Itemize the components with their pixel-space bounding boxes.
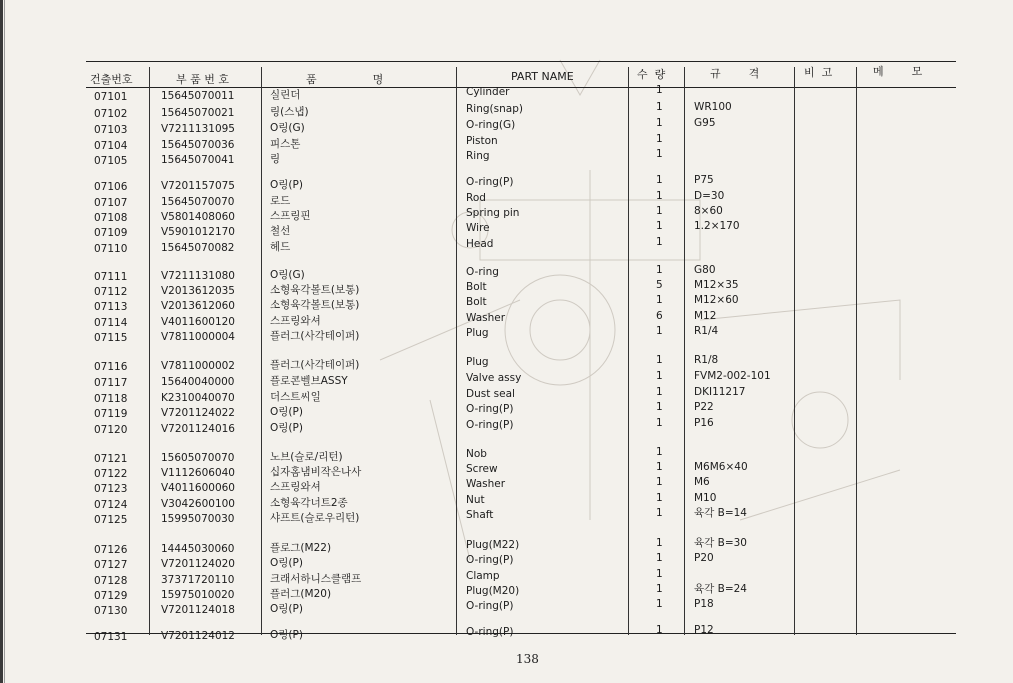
cell-part: V7811000004: [161, 331, 235, 343]
cell-kname: 더스트씨일: [270, 391, 321, 403]
cell-ename: Washer: [466, 312, 506, 324]
cell-part: V5801408060: [161, 211, 235, 223]
cell-ename: Ring(snap): [466, 103, 523, 115]
cell-ename: Rod: [466, 192, 486, 204]
table-row: [86, 133, 956, 154]
cell-ename: Plug(M20): [466, 585, 520, 597]
header-part-name: [511, 67, 574, 85]
cell-part: V7201124018: [161, 604, 235, 616]
cell-ename: Bolt: [466, 296, 487, 308]
cell-no: 07107: [94, 197, 128, 209]
cell-no: 07114: [94, 317, 128, 329]
cell-kname: O링(P): [270, 629, 303, 641]
table-top-rule: [86, 61, 956, 62]
cell-part: 37371720110: [161, 574, 235, 586]
table-row: [86, 568, 956, 589]
header-label: 비 고: [804, 66, 833, 79]
cell-kname: 철선: [270, 225, 291, 237]
cell-part: 15640040000: [161, 376, 235, 388]
cell-kname: 피스톤: [270, 138, 301, 150]
cell-no: 07126: [94, 544, 128, 556]
cell-no: 07123: [94, 483, 128, 495]
cell-no: 07116: [94, 361, 128, 373]
table-row: [86, 190, 956, 211]
cell-qty: 1: [656, 568, 663, 580]
cell-spec: G95: [694, 117, 716, 129]
cell-no: 07119: [94, 408, 128, 420]
cell-part: 15995070030: [161, 513, 235, 525]
cell-qty: 1: [656, 354, 663, 366]
cell-ename: O-ring(P): [466, 419, 514, 431]
header-label: PART NAME: [511, 69, 574, 83]
cell-no: 07118: [94, 393, 128, 405]
table-row: [86, 205, 956, 226]
cell-ename: Spring pin: [466, 207, 520, 219]
cell-part: V1112606040: [161, 467, 235, 479]
cell-kname: 플러그(M20): [270, 588, 332, 600]
cell-part: V7211131095: [161, 123, 235, 135]
cell-no: 07127: [94, 559, 128, 571]
cell-part: 15645070070: [161, 196, 235, 208]
cell-spec: P20: [694, 552, 714, 564]
cell-spec: P22: [694, 401, 714, 413]
cell-spec: P75: [694, 174, 714, 186]
cell-no: 07102: [94, 108, 128, 120]
cell-part: V7201157075: [161, 180, 235, 192]
cell-spec: M12: [694, 310, 717, 322]
cell-spec: M12×35: [694, 279, 739, 291]
cell-ename: Piston: [466, 135, 498, 147]
cell-qty: 1: [656, 492, 663, 504]
table-row: [86, 598, 956, 619]
cell-no: 07125: [94, 514, 128, 526]
table-row: [86, 370, 956, 391]
cell-kname: 샤프트(슬로우리턴): [270, 512, 360, 524]
cell-ename: O-ring: [466, 266, 499, 278]
cell-qty: 1: [656, 476, 663, 488]
cell-part: 15645070036: [161, 139, 235, 151]
cell-ename: Nut: [466, 494, 485, 506]
cell-spec: G80: [694, 264, 716, 276]
cell-spec: R1/4: [694, 325, 719, 337]
cell-no: 07103: [94, 124, 128, 136]
cell-kname: 헤드: [270, 241, 291, 253]
cell-kname: 소형육각볼트(보통): [270, 299, 360, 311]
cell-kname: 소형육각너트2종: [270, 497, 348, 509]
cell-part: V7211131080: [161, 270, 235, 282]
cell-no: 07131: [94, 631, 128, 643]
table-row: [86, 264, 956, 285]
cell-spec: 육각 B=14: [694, 507, 747, 519]
cell-part: V7201124016: [161, 423, 235, 435]
header-label: 품 명: [306, 73, 384, 86]
cell-no: 07112: [94, 286, 128, 298]
cell-kname: 소형육각볼트(보통): [270, 284, 360, 296]
cell-part: V7201124012: [161, 630, 235, 642]
cell-no: 07124: [94, 499, 128, 511]
cell-kname: 실린더: [270, 89, 301, 101]
table-row: [86, 401, 956, 422]
cell-part: 15645070041: [161, 154, 235, 166]
cell-qty: 1: [656, 325, 663, 337]
cell-qty: 1: [656, 624, 663, 636]
cell-spec: P12: [694, 624, 714, 636]
cell-ename: Screw: [466, 463, 498, 475]
cell-qty: 1: [656, 133, 663, 145]
cell-part: V5901012170: [161, 226, 235, 238]
table-row: [86, 236, 956, 257]
cell-spec: WR100: [694, 101, 732, 113]
table-row: [86, 461, 956, 482]
cell-no: 07120: [94, 424, 128, 436]
cell-kname: O링(P): [270, 603, 303, 615]
cell-ename: Wire: [466, 222, 490, 234]
cell-kname: 플로콘벨브ASSY: [270, 375, 348, 387]
cell-spec: M6: [694, 476, 710, 488]
cell-qty: 1: [656, 264, 663, 276]
cell-kname: O링(P): [270, 422, 303, 434]
cell-ename: Shaft: [466, 509, 494, 521]
table-row: [86, 552, 956, 573]
cell-ename: Plug: [466, 356, 489, 368]
cell-part: V7201124020: [161, 558, 235, 570]
cell-ename: O-ring(G): [466, 119, 516, 131]
cell-kname: O링(G): [270, 269, 305, 281]
cell-no: 07122: [94, 468, 128, 480]
cell-spec: 1.2×170: [694, 220, 740, 232]
cell-part: V3042600100: [161, 498, 235, 510]
cell-spec: 육각 B=24: [694, 583, 747, 595]
header-label: 메 모: [873, 65, 923, 78]
cell-spec: DKI11217: [694, 386, 746, 398]
table-row: [86, 624, 956, 645]
cell-kname: 스프링핀: [270, 210, 311, 222]
cell-no: 07128: [94, 575, 128, 587]
cell-part: 15645070021: [161, 107, 235, 119]
cell-kname: 스프링와셔: [270, 315, 321, 327]
cell-no: 07115: [94, 332, 128, 344]
header-qty: [637, 65, 665, 83]
cell-part: V4011600120: [161, 316, 235, 328]
cell-no: 07101: [94, 91, 128, 103]
cell-ename: O-ring(P): [466, 554, 514, 566]
cell-ename: O-ring(P): [466, 626, 514, 638]
cell-qty: 1: [656, 370, 663, 382]
cell-no: 07111: [94, 271, 128, 283]
table-row: [86, 310, 956, 331]
table-row: [86, 148, 956, 169]
cell-qty: 6: [656, 310, 663, 322]
table-row: [86, 446, 956, 467]
cell-ename: O-ring(P): [466, 600, 514, 612]
parts-table: [86, 61, 956, 643]
cell-part: 14445030060: [161, 543, 235, 555]
cell-qty: 1: [656, 174, 663, 186]
table-row: [86, 492, 956, 513]
cell-ename: Washer: [466, 478, 506, 490]
cell-qty: 1: [656, 205, 663, 217]
header-name: [306, 70, 383, 88]
cell-ename: Plug: [466, 327, 489, 339]
cell-kname: O링(P): [270, 406, 303, 418]
cell-ename: Dust seal: [466, 388, 515, 400]
cell-qty: 1: [656, 507, 663, 519]
cell-part: V2013612035: [161, 285, 235, 297]
cell-qty: 1: [656, 386, 663, 398]
cell-ename: Head: [466, 238, 494, 250]
cell-no: 07113: [94, 301, 128, 313]
header-label: 건출번호: [90, 73, 133, 86]
cell-qty: 1: [656, 84, 663, 96]
table-row: [86, 537, 956, 558]
cell-qty: 1: [656, 101, 663, 113]
cell-kname: 링: [270, 153, 281, 165]
cell-kname: 링(스냅): [270, 106, 309, 118]
cell-no: 07121: [94, 453, 128, 465]
cell-spec: D=30: [694, 190, 725, 202]
header-memo: [873, 62, 922, 80]
cell-qty: 1: [656, 148, 663, 160]
cell-ename: O-ring(P): [466, 403, 514, 415]
cell-part: 15645070082: [161, 242, 235, 254]
cell-qty: 1: [656, 190, 663, 202]
cell-qty: 1: [656, 446, 663, 458]
cell-spec: 8×60: [694, 205, 723, 217]
cell-qty: 5: [656, 279, 663, 291]
table-row: [86, 294, 956, 315]
cell-kname: O링(G): [270, 122, 305, 134]
cell-spec: 육각 B=30: [694, 537, 747, 549]
cell-no: 07106: [94, 181, 128, 193]
header-label: 부 품 번 호: [176, 73, 229, 86]
cell-spec: FVM2-002-101: [694, 370, 771, 382]
cell-kname: 플로그(M22): [270, 542, 332, 554]
cell-no: 07117: [94, 377, 128, 389]
cell-no: 07129: [94, 590, 128, 602]
table-row: [86, 279, 956, 300]
cell-kname: 스프링와셔: [270, 481, 321, 493]
header-construction-no: [90, 70, 133, 88]
cell-kname: 십자홈냄비작은나사: [270, 466, 362, 478]
cell-qty: 1: [656, 417, 663, 429]
cell-qty: 1: [656, 461, 663, 473]
cell-spec: M10: [694, 492, 717, 504]
table-row: [86, 220, 956, 241]
cell-kname: O링(P): [270, 557, 303, 569]
table-row: [86, 583, 956, 604]
page-number: 138: [516, 652, 539, 666]
cell-no: 07110: [94, 243, 128, 255]
table-row: [86, 325, 956, 346]
cell-spec: M12×60: [694, 294, 739, 306]
table-row: [86, 174, 956, 195]
cell-ename: Nob: [466, 448, 487, 460]
cell-qty: 1: [656, 552, 663, 564]
cell-part: K2310040070: [161, 392, 235, 404]
cell-qty: 1: [656, 401, 663, 413]
cell-kname: O링(P): [270, 179, 303, 191]
cell-kname: 노브(슬로/리턴): [270, 451, 343, 463]
header-remarks: [804, 63, 832, 81]
cell-no: 07108: [94, 212, 128, 224]
cell-kname: 플러그(사각테이퍼): [270, 359, 360, 371]
table-row: [86, 476, 956, 497]
table-row: [86, 507, 956, 528]
cell-no: 07104: [94, 140, 128, 152]
cell-part: 15645070011: [161, 90, 235, 102]
cell-part: 15605070070: [161, 452, 235, 464]
cell-no: 07109: [94, 227, 128, 239]
cell-no: 07130: [94, 605, 128, 617]
cell-ename: Plug(M22): [466, 539, 520, 551]
table-row: [86, 101, 956, 122]
cell-ename: O-ring(P): [466, 176, 514, 188]
cell-spec: P16: [694, 417, 714, 429]
cell-part: V2013612060: [161, 300, 235, 312]
cell-spec: M6M6×40: [694, 461, 748, 473]
cell-ename: Bolt: [466, 281, 487, 293]
cell-qty: 1: [656, 583, 663, 595]
cell-qty: 1: [656, 598, 663, 610]
table-row: [86, 417, 956, 438]
cell-ename: Cylinder: [466, 86, 510, 98]
cell-ename: Ring: [466, 150, 490, 162]
cell-part: 15975010020: [161, 589, 235, 601]
cell-part: V7811000002: [161, 360, 235, 372]
table-row: [86, 117, 956, 138]
cell-spec: R1/8: [694, 354, 719, 366]
cell-kname: 로드: [270, 195, 291, 207]
cell-no: 07105: [94, 155, 128, 167]
cell-kname: 크래서하니스클램프: [270, 573, 362, 585]
header-label: 규 격: [710, 67, 760, 80]
cell-qty: 1: [656, 236, 663, 248]
table-row: [86, 386, 956, 407]
cell-spec: P18: [694, 598, 714, 610]
cell-qty: 1: [656, 117, 663, 129]
cell-part: V4011600060: [161, 482, 235, 494]
cell-ename: Clamp: [466, 570, 500, 582]
cell-qty: 1: [656, 220, 663, 232]
cell-qty: 1: [656, 294, 663, 306]
cell-qty: 1: [656, 537, 663, 549]
cell-part: V7201124022: [161, 407, 235, 419]
cell-ename: Valve assy: [466, 372, 522, 384]
header-part-no: [176, 70, 229, 88]
header-spec: [710, 64, 759, 82]
header-label: 수 량: [637, 68, 666, 81]
cell-kname: 플러그(사각테이퍼): [270, 330, 360, 342]
